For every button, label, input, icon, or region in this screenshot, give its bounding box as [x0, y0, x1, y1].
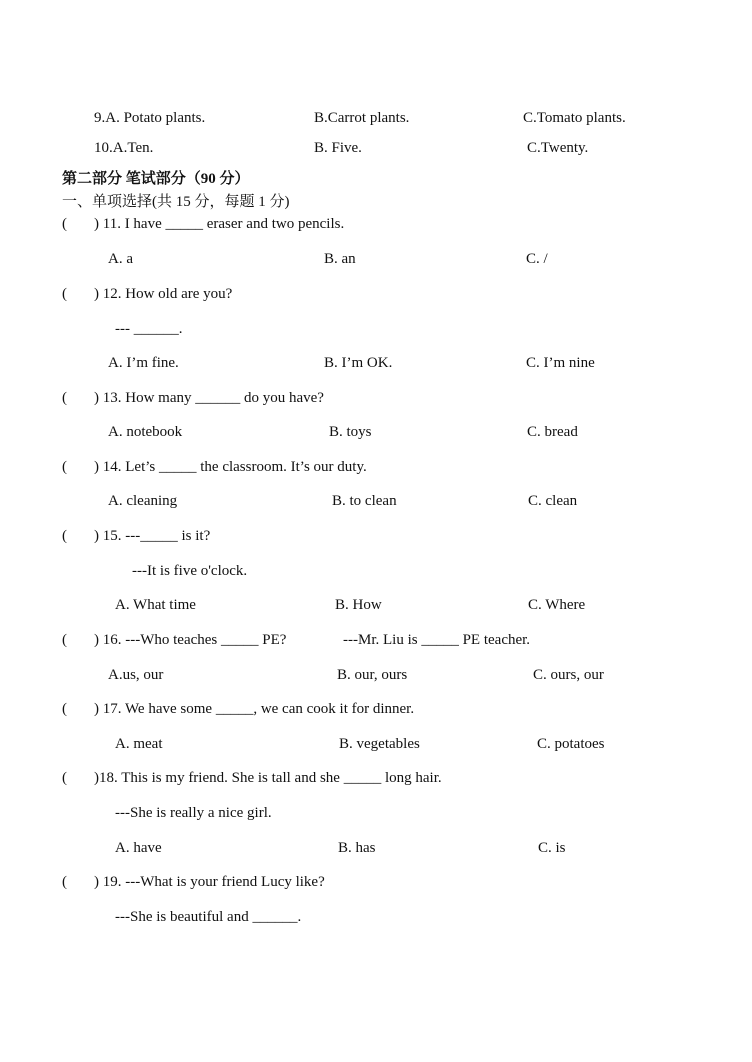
option-c: C. is	[538, 840, 566, 856]
option-b: B. toys	[329, 424, 372, 440]
answer-paren: (	[62, 701, 67, 717]
answer-paren: (	[62, 459, 67, 475]
answer-paren: (	[62, 874, 67, 890]
option-a: 9.A. Potato plants.	[94, 110, 206, 126]
option-a: A.us, our	[108, 667, 164, 683]
answer-paren: (	[62, 390, 67, 406]
option-c: C. I’m nine	[526, 355, 595, 371]
response-line: ---It is five o'clock.	[132, 563, 248, 579]
option-c: C. bread	[527, 424, 578, 440]
answer-paren: (	[62, 528, 67, 544]
question-14: ) 14. Let’s _____ the classroom. It’s our duty.	[94, 459, 367, 475]
answer-paren: (	[62, 770, 67, 786]
section-heading: 第二部分 笔试部分（90 分）	[62, 171, 250, 187]
response-line: ---She is really a nice girl.	[115, 805, 272, 821]
option-b: B. our, ours	[337, 667, 408, 683]
question-13: ) 13. How many ______ do you have?	[94, 390, 324, 406]
subsection-heading: 一、单项选择(共 15 分，每题 1 分)	[62, 194, 290, 210]
question-18: )18. This is my friend. She is tall and she _____ long hair.	[94, 770, 442, 786]
option-c: C. /	[526, 251, 548, 267]
option-c: C. ours, our	[533, 667, 604, 683]
option-a: A. meat	[115, 736, 163, 752]
option-c: C. Where	[528, 597, 586, 613]
question-16: ) 16. ---Who teaches _____ PE?	[94, 632, 287, 648]
option-a: A. have	[115, 840, 162, 856]
option-a: A. I’m fine.	[108, 355, 179, 371]
question-15: ) 15. ---_____ is it?	[94, 528, 211, 544]
question-19: ) 19. ---What is your friend Lucy like?	[94, 874, 325, 890]
option-a: 10.A.Ten.	[94, 140, 154, 156]
question-12: ) 12. How old are you?	[94, 286, 233, 302]
option-a: A. cleaning	[108, 493, 178, 509]
answer-paren: (	[62, 286, 67, 302]
question-11: ) 11. I have _____ eraser and two pencils.	[94, 216, 345, 232]
option-b: B. Five.	[314, 140, 362, 156]
question-17: ) 17. We have some _____, we can cook it for dinner.	[94, 701, 415, 717]
answer-paren: (	[62, 632, 67, 648]
option-b: B. has	[338, 840, 376, 856]
answer-paren: (	[62, 216, 67, 232]
option-b: B.Carrot plants.	[314, 110, 410, 126]
option-c: C. potatoes	[537, 736, 605, 752]
question-16-response: ---Mr. Liu is _____ PE teacher.	[343, 632, 531, 648]
option-a: A. What time	[115, 597, 196, 613]
option-b: B. I’m OK.	[324, 355, 393, 371]
option-c: C.Twenty.	[527, 140, 589, 156]
response-line: --- ______.	[115, 321, 183, 337]
response-line: ---She is beautiful and ______.	[115, 909, 302, 925]
option-b: B. vegetables	[339, 736, 420, 752]
option-c: C. clean	[528, 493, 578, 509]
option-a: A. a	[108, 251, 133, 267]
option-c: C.Tomato plants.	[523, 110, 626, 126]
option-b: B. How	[335, 597, 382, 613]
option-b: B. to clean	[332, 493, 397, 509]
option-a: A. notebook	[108, 424, 183, 440]
option-b: B. an	[324, 251, 356, 267]
